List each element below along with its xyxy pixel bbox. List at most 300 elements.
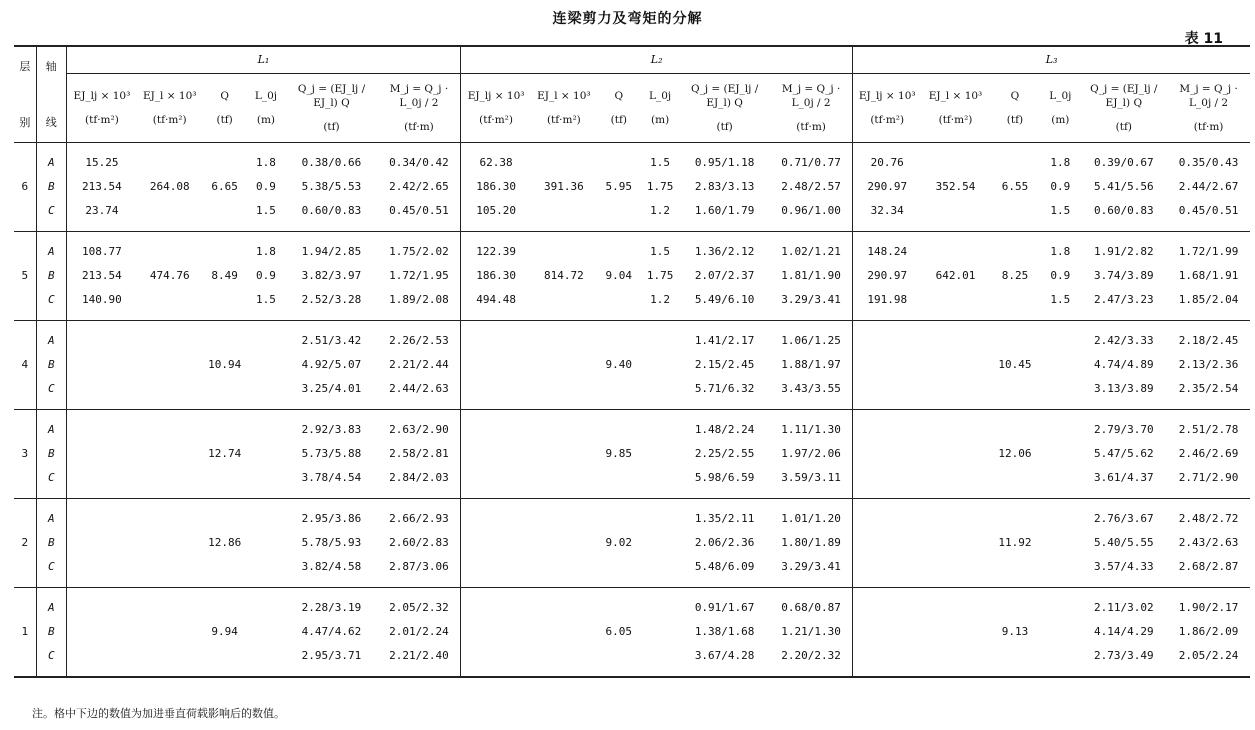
qj-cell: 1.60/1.79	[694, 204, 755, 217]
qj-cell: 1.36/2.12	[679, 232, 770, 265]
q-cell	[202, 410, 246, 443]
q-cell	[597, 499, 641, 532]
q-cell	[202, 288, 246, 321]
ejlj-cell: 148.24	[853, 232, 922, 265]
qj-cell: 2.47/3.23	[1094, 293, 1154, 306]
ejlj-cell	[853, 442, 922, 466]
l0j-cell	[1040, 588, 1080, 621]
mj-cell: 2.44/2.63	[389, 382, 449, 395]
mj-cell: 2.84/2.03	[389, 471, 449, 484]
col-header-qj	[285, 74, 378, 143]
layer-cell	[14, 232, 36, 265]
axis-cell: B	[36, 442, 66, 466]
table-row	[14, 175, 1250, 199]
mj-cell: 1.75/2.02	[378, 232, 461, 265]
ejlj-cell	[853, 466, 922, 499]
mj-cell: 2.44/2.67	[1178, 180, 1239, 193]
qj-cell: 3.67/4.28	[679, 644, 770, 677]
group-header-l1: L₁	[66, 46, 460, 74]
col-header-mj	[770, 74, 853, 143]
ejl-cell	[531, 377, 597, 410]
mj-cell: 1.88/1.97	[781, 358, 841, 371]
l0j-cell: 0.9	[256, 269, 276, 282]
axis-cell: C	[36, 288, 66, 321]
q-cell	[202, 466, 246, 499]
qj-cell: 1.38/1.68	[694, 625, 755, 638]
q-cell	[990, 321, 1040, 354]
ejl-cell: 352.54	[935, 180, 976, 193]
qj-cell: 3.13/3.89	[1094, 382, 1154, 395]
group-header-l2: L₂	[461, 46, 853, 74]
qj-cell: 1.48/2.24	[679, 410, 770, 443]
ejl-cell	[531, 232, 597, 265]
qj-cell: 0.91/1.67	[679, 588, 770, 621]
ejlj-cell	[853, 353, 922, 377]
axis-cell: A	[36, 588, 66, 621]
q-cell	[990, 288, 1040, 321]
layer-cell	[14, 377, 36, 410]
q-cell	[597, 377, 641, 410]
col-header-unit: (m)	[256, 114, 276, 126]
q-cell: 5.95	[605, 180, 633, 193]
q-cell	[597, 199, 641, 232]
layer-cell	[14, 555, 36, 588]
ejlj-cell	[66, 466, 137, 499]
l0j-cell	[247, 555, 285, 588]
col-header-q	[597, 74, 641, 143]
ejlj-cell	[66, 377, 137, 410]
qj-cell: 5.47/5.62	[1094, 447, 1154, 460]
qj-cell: 5.73/5.88	[301, 447, 362, 460]
col-header-unit: (tf·m)	[796, 121, 826, 133]
layer-cell: 5	[21, 269, 29, 282]
l0j-cell	[641, 466, 679, 499]
ejlj-cell	[66, 321, 137, 354]
col-header-label: L_0j	[649, 90, 672, 102]
col-header-ejlj	[461, 74, 532, 143]
ejlj-cell	[461, 499, 532, 532]
axis-cell: C	[36, 199, 66, 232]
table-row	[14, 499, 1250, 532]
qj-cell: 5.49/6.10	[694, 293, 755, 306]
ejlj-cell: 213.54	[66, 175, 137, 199]
table-row	[14, 410, 1250, 443]
l0j-cell	[247, 531, 285, 555]
ejl-cell	[921, 644, 990, 677]
l0j-cell	[641, 442, 679, 466]
table-row	[14, 321, 1250, 354]
ejlj-cell: 186.30	[461, 264, 532, 288]
table-note: 注。格中下边的数值为加进垂直荷载影响后的数值。	[32, 707, 285, 720]
l0j-cell: 0.9	[1050, 180, 1071, 193]
q-cell	[597, 143, 641, 176]
ejlj-cell	[853, 555, 922, 588]
l0j-cell: 0.9	[256, 180, 276, 193]
mj-cell: 3.59/3.11	[781, 471, 841, 484]
q-cell	[990, 466, 1040, 499]
l0j-cell: 1.5	[256, 204, 276, 217]
col-header-unit: (tf·m)	[404, 121, 434, 133]
qj-cell: 5.71/6.32	[694, 382, 755, 395]
ejl-cell	[921, 531, 990, 555]
table-row	[14, 264, 1250, 288]
l0j-cell	[1040, 499, 1080, 532]
mj-cell: 1.11/1.30	[770, 410, 853, 443]
ejl-cell	[137, 555, 203, 588]
l0j-cell: 1.5	[641, 232, 679, 265]
axis-cell: A	[36, 143, 66, 176]
mj-cell: 2.13/2.36	[1178, 358, 1239, 371]
mj-cell: 1.85/2.04	[1178, 293, 1239, 306]
l0j-cell	[1040, 321, 1080, 354]
col-header-unit: (tf)	[216, 114, 233, 126]
mj-cell: 2.58/2.81	[389, 447, 449, 460]
ejlj-cell	[461, 588, 532, 621]
qj-cell: 4.74/4.89	[1094, 358, 1154, 371]
table-row	[14, 143, 1250, 176]
qj-cell: 3.61/4.37	[1094, 471, 1154, 484]
col-header-unit: (tf)	[1006, 114, 1024, 126]
l0j-cell: 1.75	[646, 269, 674, 282]
q-cell	[202, 232, 246, 265]
q-cell	[990, 499, 1040, 532]
layer-cell	[14, 466, 36, 499]
axis-cell: A	[36, 321, 66, 354]
mj-cell: 2.18/2.45	[1167, 321, 1250, 354]
q-cell	[202, 588, 246, 621]
mj-cell: 2.43/2.63	[1178, 536, 1239, 549]
col-header-ejlj	[853, 74, 922, 143]
l0j-cell	[641, 531, 679, 555]
l0j-cell	[247, 321, 285, 354]
axis-cell: A	[36, 499, 66, 532]
mj-cell: 2.20/2.32	[770, 644, 853, 677]
qj-cell: 5.38/5.53	[301, 180, 362, 193]
table-row	[14, 232, 1250, 265]
mj-cell: 3.43/3.55	[781, 382, 841, 395]
col-header-unit: (m)	[651, 114, 670, 126]
l0j-cell: 1.8	[256, 156, 276, 169]
qj-cell: 3.78/4.54	[301, 471, 362, 484]
ejl-cell	[137, 377, 203, 410]
ejl-cell	[921, 232, 990, 265]
q-cell: 8.25	[1001, 269, 1029, 282]
ejl-cell	[137, 531, 203, 555]
col-header-mj	[1167, 74, 1250, 143]
ejlj-cell	[66, 588, 137, 621]
ejlj-cell: 108.77	[66, 232, 137, 265]
col-header-ejl	[137, 74, 203, 143]
ejl-cell	[531, 199, 597, 232]
q-cell	[990, 555, 1040, 588]
layer-header: 层 别	[14, 46, 36, 143]
axis-cell: C	[36, 466, 66, 499]
table-row	[14, 288, 1250, 321]
ejl-cell	[137, 143, 203, 176]
mj-cell: 1.72/1.95	[389, 269, 449, 282]
qj-cell: 1.41/2.17	[679, 321, 770, 354]
ejlj-cell	[66, 353, 137, 377]
q-cell: 9.94	[211, 625, 238, 638]
col-header-unit: (tf)	[716, 121, 733, 133]
ejlj-cell: 191.98	[853, 288, 922, 321]
ejl-cell: 391.36	[543, 180, 584, 193]
q-cell	[990, 588, 1040, 621]
l0j-cell	[641, 588, 679, 621]
col-header-qj	[1080, 74, 1167, 143]
col-header-unit: (tf·m²)	[870, 114, 905, 126]
axis-cell: C	[36, 377, 66, 410]
table-row	[14, 199, 1250, 232]
col-header-l0	[1040, 74, 1080, 143]
mj-cell: 3.29/3.41	[781, 560, 841, 573]
layer-cell: 6	[21, 180, 29, 193]
col-header-label: M_j = Q_j · L_0j / 2	[1179, 83, 1238, 109]
qj-cell: 5.78/5.93	[301, 536, 362, 549]
ejl-cell	[531, 353, 597, 377]
ejlj-cell: 62.38	[461, 143, 532, 176]
qj-cell: 2.76/3.67	[1080, 499, 1167, 532]
l0j-cell	[641, 377, 679, 410]
axis-header: 轴 线	[36, 46, 66, 143]
qj-cell: 2.95/3.71	[285, 644, 378, 677]
mj-cell: 1.90/2.17	[1167, 588, 1250, 621]
table-title: 连梁剪力及弯矩的分解	[552, 11, 703, 27]
l0j-cell: 1.2	[650, 293, 671, 306]
ejl-cell	[921, 377, 990, 410]
mj-cell: 1.97/2.06	[781, 447, 841, 460]
layer-cell: 4	[21, 358, 29, 371]
q-cell: 9.85	[605, 447, 633, 460]
mj-cell: 0.45/0.51	[389, 204, 449, 217]
col-header-label: L_0j	[254, 90, 278, 102]
mj-cell: 2.71/2.90	[1178, 471, 1239, 484]
axis-cell: B	[36, 353, 66, 377]
mj-cell: 1.01/1.20	[770, 499, 853, 532]
ejl-cell	[137, 321, 203, 354]
q-cell	[597, 410, 641, 443]
ejlj-cell: 140.90	[66, 288, 137, 321]
q-cell: 6.65	[211, 180, 238, 193]
l0j-cell	[1040, 442, 1080, 466]
table-row	[14, 466, 1250, 499]
ejl-cell	[531, 588, 597, 621]
axis-cell: A	[36, 410, 66, 443]
qj-cell: 2.15/2.45	[694, 358, 755, 371]
l0j-cell	[1040, 531, 1080, 555]
table-row	[14, 555, 1250, 588]
ejlj-cell	[853, 644, 922, 677]
l0j-cell	[247, 466, 285, 499]
ejlj-cell: 122.39	[461, 232, 532, 265]
ejlj-cell	[461, 353, 532, 377]
ejl-cell	[531, 143, 597, 176]
q-cell	[597, 555, 641, 588]
ejl-cell	[531, 410, 597, 443]
l0j-cell	[247, 499, 285, 532]
col-header-label: Q_j = (EJ_lj / EJ_l) Q	[690, 83, 759, 109]
ejlj-cell	[461, 531, 532, 555]
mj-cell: 2.68/2.87	[1178, 560, 1239, 573]
qj-cell: 2.07/2.37	[694, 269, 755, 282]
mj-cell: 0.68/0.87	[770, 588, 853, 621]
mj-cell: 2.51/2.78	[1167, 410, 1250, 443]
ejlj-cell	[853, 531, 922, 555]
qj-cell: 3.82/3.97	[301, 269, 362, 282]
ejl-cell: 264.08	[149, 180, 190, 193]
col-header-label: EJ_lj × 10³	[858, 90, 916, 102]
q-cell: 9.02	[605, 536, 633, 549]
ejlj-cell	[66, 499, 137, 532]
ejlj-cell	[853, 499, 922, 532]
col-header-q	[990, 74, 1040, 143]
q-cell	[597, 588, 641, 621]
ejlj-cell: 23.74	[66, 199, 137, 232]
qj-cell: 2.42/3.33	[1080, 321, 1167, 354]
ejl-cell	[921, 442, 990, 466]
ejl-cell	[137, 466, 203, 499]
ejlj-cell: 15.25	[66, 143, 137, 176]
layer-cell	[14, 288, 36, 321]
ejlj-cell: 494.48	[461, 288, 532, 321]
ejl-cell	[137, 288, 203, 321]
mj-cell: 2.05/2.32	[378, 588, 461, 621]
l0j-cell	[247, 442, 285, 466]
l0j-cell: 1.5	[1050, 293, 1071, 306]
l0j-cell	[247, 377, 285, 410]
q-cell: 6.55	[1001, 180, 1029, 193]
qj-cell: 4.47/4.62	[301, 625, 362, 638]
ejl-cell	[921, 466, 990, 499]
ejl-cell	[531, 442, 597, 466]
l0j-cell	[247, 588, 285, 621]
l0j-cell	[641, 499, 679, 532]
col-header-ejlj	[66, 74, 137, 143]
ejl-cell	[921, 499, 990, 532]
l0j-cell	[1040, 555, 1080, 588]
l0j-cell	[641, 353, 679, 377]
col-header-label: M_j = Q_j · L_0j / 2	[389, 83, 449, 109]
mj-cell: 2.21/2.44	[389, 358, 449, 371]
axis-cell: C	[36, 555, 66, 588]
ejlj-cell	[853, 588, 922, 621]
mj-cell: 0.96/1.00	[781, 204, 841, 217]
l0j-cell: 1.5	[1050, 204, 1071, 217]
qj-cell: 5.48/6.09	[694, 560, 755, 573]
q-cell: 12.74	[208, 447, 242, 460]
mj-cell: 1.68/1.91	[1178, 269, 1239, 282]
ejlj-cell	[66, 442, 137, 466]
ejlj-cell	[66, 555, 137, 588]
l0j-cell	[247, 410, 285, 443]
mj-cell: 1.80/1.89	[781, 536, 841, 549]
mj-cell: 0.71/0.77	[781, 156, 841, 169]
col-header-label: EJ_l × 10³	[928, 90, 983, 102]
col-header-unit: (tf·m²)	[546, 114, 581, 126]
ejl-cell	[921, 555, 990, 588]
l0j-cell	[641, 321, 679, 354]
q-cell	[597, 644, 641, 677]
ejlj-cell	[853, 321, 922, 354]
l0j-cell: 0.9	[1050, 269, 1071, 282]
l0j-cell: 1.5	[256, 293, 276, 306]
qj-cell: 2.11/3.02	[1080, 588, 1167, 621]
col-header-qj	[679, 74, 770, 143]
qj-cell: 4.92/5.07	[301, 358, 362, 371]
qj-cell: 2.92/3.83	[285, 410, 378, 443]
qj-cell: 0.38/0.66	[301, 156, 362, 169]
mj-cell: 2.63/2.90	[378, 410, 461, 443]
col-header-unit: (tf·m²)	[152, 114, 187, 126]
mj-cell: 3.29/3.41	[781, 293, 841, 306]
axis-cell: A	[36, 232, 66, 265]
col-header-unit: (tf)	[610, 114, 627, 126]
qj-cell: 0.60/0.83	[1094, 204, 1154, 217]
qj-cell: 0.60/0.83	[301, 204, 362, 217]
mj-cell: 1.81/1.90	[781, 269, 841, 282]
ejl-cell	[137, 232, 203, 265]
ejl-cell: 474.76	[149, 269, 190, 282]
ejl-cell	[531, 555, 597, 588]
q-cell	[990, 199, 1040, 232]
axis-cell: B	[36, 264, 66, 288]
col-header-unit: (m)	[1051, 114, 1070, 126]
q-cell	[990, 143, 1040, 176]
q-cell	[990, 644, 1040, 677]
ejl-cell	[921, 199, 990, 232]
col-header-unit: (tf·m²)	[85, 114, 119, 126]
layer-cell	[14, 499, 36, 532]
table-row	[14, 353, 1250, 377]
mj-cell: 1.21/1.30	[781, 625, 841, 638]
col-header-label: EJ_l × 10³	[142, 90, 197, 102]
col-header-l0	[641, 74, 679, 143]
table-row	[14, 588, 1250, 621]
mj-cell: 2.66/2.93	[378, 499, 461, 532]
layer-cell	[14, 143, 36, 176]
ejl-cell	[137, 410, 203, 443]
mj-cell: 2.48/2.72	[1167, 499, 1250, 532]
ejlj-cell	[853, 620, 922, 644]
q-cell	[202, 321, 246, 354]
mj-cell: 2.21/2.40	[378, 644, 461, 677]
mj-cell: 0.34/0.42	[389, 156, 449, 169]
ejl-cell	[531, 499, 597, 532]
ejl-cell	[531, 531, 597, 555]
ejlj-cell	[461, 620, 532, 644]
col-header-label: Q_j = (EJ_lj / EJ_l) Q	[297, 83, 366, 109]
ejl-cell	[137, 353, 203, 377]
qj-cell: 2.95/3.86	[285, 499, 378, 532]
ejlj-cell: 20.76	[853, 143, 922, 176]
ejl-cell	[531, 644, 597, 677]
l0j-cell	[247, 620, 285, 644]
qj-cell: 3.82/4.58	[301, 560, 362, 573]
ejlj-cell	[461, 466, 532, 499]
q-cell: 6.05	[605, 625, 633, 638]
ejl-cell	[921, 143, 990, 176]
qj-cell: 2.73/3.49	[1080, 644, 1167, 677]
table-row	[14, 644, 1250, 677]
col-header-ejl	[921, 74, 990, 143]
qj-cell: 1.35/2.11	[679, 499, 770, 532]
l0j-cell: 1.8	[1040, 232, 1080, 265]
col-header-unit: (tf·m²)	[479, 114, 513, 126]
col-header-label: Q	[1010, 90, 1020, 102]
ejl-cell	[531, 466, 597, 499]
q-cell: 9.40	[605, 358, 633, 371]
mj-cell: 2.01/2.24	[389, 625, 449, 638]
